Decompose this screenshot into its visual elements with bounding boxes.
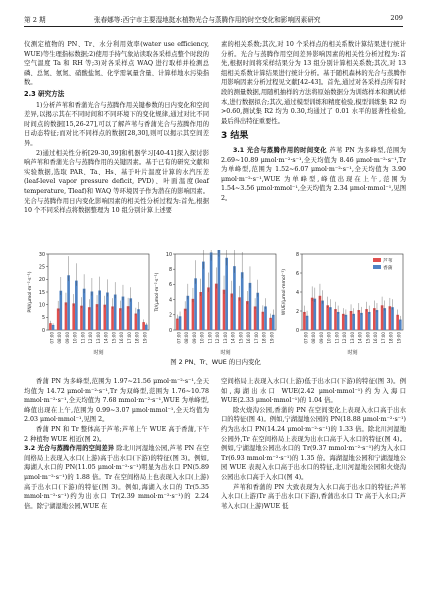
y-tick-label: 20 [38,278,45,284]
bar-cattail [249,283,252,330]
y-tick-label: 30 [38,252,45,258]
bar-reed [80,306,83,330]
x-tick-label: 10:00 [199,332,205,344]
running-title: 张春娜等:西宁市主要湿地挺水植物光合与蒸腾作用的时空变化和影响因素研究 [94,16,321,24]
figure-2 [24,250,407,365]
bar-cattail [337,312,340,330]
bar-reed [49,323,52,330]
bar-reed [72,303,75,330]
bar-cattail [91,291,94,330]
bar-cattail [75,281,78,330]
bar-reed [192,299,195,330]
x-tick-label: 09:00 [191,332,197,344]
x-tick-label: 07:00 [176,332,182,344]
bar-cattail [313,299,316,330]
bar-reed [269,318,272,330]
paragraph: 除火烧沟公园,香蒲的 PN 在空间变化上表现入水口高于出水口的特征(图 4)。例如,宁湖湿地公园的 PN(18.88 μmol·m⁻²·s⁻¹)约为出水口 PN(14.24 μmol·m⁻²·s⁻¹)的 1.33 倍。除北川河湿地公园外,Tr 在空间格局上表现为出水口高于入水口的特征(图 4)。例如,宁湖湿地公园出水口的 Tr(9.37 mmol·m⁻²·s⁻¹)约为入水口 Tr(6.93 mmol·m⁻²·s⁻¹)的 1.35 倍。海湖湿地公园和宁湖湿地公园 WUE 表现入水口高于出水口的特征,北川河湿地公园和火烧沟公园出水口高于入水口(图 4)。 [221,406,406,481]
bar-reed [207,287,210,330]
y-tick-label: 0 [295,328,299,334]
x-tick-label: 19:00 [396,332,402,344]
x-tick-label: 07:00 [49,332,55,344]
bar-cattail [194,278,197,330]
paragraph [221,146,406,204]
x-axis-label: 时刻 [220,350,231,356]
bar-reed [57,308,60,330]
x-tick-label: 17:00 [380,332,386,344]
bar-reed [127,306,130,330]
bar-cattail [383,308,386,330]
legend-label: 香蒲 [383,265,393,271]
bar-reed [96,304,99,330]
bar-reed [381,305,384,330]
header-rule [24,26,403,27]
x-tick-label: 19:00 [269,332,275,344]
bar-cattail [52,325,55,330]
subsection-heading-3-1: 3.1 光合与蒸腾作用的时间变化 [233,146,327,154]
bar-reed [230,294,233,330]
y-tick-label: 25 [38,265,45,271]
x-tick-label: 08:00 [57,332,63,344]
x-tick-label: 13:00 [349,332,355,344]
bar-cattail [218,250,221,330]
bar-cattail [137,309,140,330]
paragraph-text: 除北川河湿地公园,芦苇 PN 在空间格局上表现入水口(上游)高于出水口(下游)的特征(图 3)。例如,海湖人水口的 PN(11.05 μmol·m⁻²·s⁻¹)明显为出水口 PN(5.89 μmol·m⁻²·s⁻¹)的 1.88 倍。Tr 在空间格局上也表现入水口(上游)高于出水口(下游)的特征(图 3)。例如,海湖入水口的 Tr(5.35 mmol·m⁻²·s⁻¹)约为出水口 Tr(2.39 mmol·m⁻²·s⁻¹)的 2.24 倍。除宁湖湿地公园,WUE 在 [24,445,209,510]
bar-reed [254,306,257,330]
figure-caption: 图 2 PN、Tr、WUE 的日内变化 [170,358,261,366]
bar-reed [389,306,392,330]
bar-reed [88,307,91,330]
y-tick-label: 6 [295,271,299,277]
bar-cattail [345,315,348,330]
x-tick-label: 17:00 [126,332,132,344]
x-tick-label: 13:00 [222,332,228,344]
x-tick-label: 07:00 [303,332,309,344]
bar-cattail [391,307,394,330]
bar-cattail [83,289,86,330]
x-tick-label: 18:00 [261,332,267,344]
running-header [24,10,403,24]
bar-cattail [233,266,236,330]
paragraph: 香蒲 PN 和 Tr 整体高于芦苇;芦苇上午 WUE 高于香蒲,下午 2 种植物 WUE 相近(图 2)。 [24,425,209,443]
x-tick-label: 19:00 [142,332,148,344]
bar-reed [246,301,249,330]
subsection-heading-3-2: 3.2 光合与蒸腾作用的空间差异 [24,445,115,453]
legend-swatch-reed [373,258,381,262]
bar-cattail [225,258,228,330]
bar-reed [350,311,353,330]
legend-label: 芦苇 [383,258,393,264]
x-tick-label: 16:00 [373,332,379,344]
bar-reed [319,296,322,330]
x-tick-label: 10:00 [326,332,332,344]
bar-reed [215,284,218,330]
bar-cattail [145,325,148,330]
bar-reed [238,297,241,330]
paragraph: 1)分析芦苇和香蒲光合与蒸腾作用关键参数的日内变化和空间差异,以揭示其在不同时间和不同环境下的变化规律,通过对比不同时间点的数据[15,26-27],可以了解芦苇与香蒲光合与蒸腾作用的日动态特征;而对比不同样点的数据[28,30],则可以揭示其空间差异。 [24,101,209,147]
section-heading-results: 3 结果 [221,131,249,142]
x-tick-label: 16:00 [119,332,125,344]
bar-cattail [399,320,402,330]
right-column-bottom [221,377,406,511]
bar-reed [223,290,226,330]
x-tick-label: 11:00 [80,332,86,344]
y-tick-label: 6 [168,283,172,289]
bar-reed [103,305,106,330]
paragraph [24,444,209,511]
x-tick-label: 12:00 [342,332,348,344]
y-tick-label: 2 [168,313,172,319]
issue-number: 第 2 期 [24,16,46,24]
bar-cattail [352,314,355,330]
y-tick-label: 4 [295,290,299,296]
bar-cattail [202,262,205,330]
x-tick-label: 15:00 [365,332,371,344]
x-tick-label: 15:00 [238,332,244,344]
y-axis-label: WUE/(μmol·mmol⁻¹) [282,268,287,316]
y-tick-label: 8 [295,252,299,258]
paragraph: 空间格局上表现入水口(上游)低于出水口(下游)的特征(图 3)。例如,海湖出水口 WUE(2.42 μmol·mmol⁻¹)约为入海口 WUE(2.33 μmol·mmol⁻¹)的 1.04 倍。 [221,378,406,405]
bar-cattail [264,306,267,330]
paragraph: 香蒲 PN 为多峰型,范围为 1.97~21.56 μmol·m⁻²·s⁻¹,全天均值为 14.72 μmol·m⁻²·s⁻¹,Tr 为双峰型,范围为 1.76~10.78 mmol·m⁻²·s⁻¹,全天均值为 7.68 mmol·m⁻²·s⁻¹,WUE 为单峰型,峰值出现在上午,范围为 0.99~3.07 μmol·mmol⁻¹,全天均值为 2.03 μmol·mmol⁻¹,见图 2。 [24,378,209,424]
x-tick-label: 14:00 [103,332,109,344]
paragraph: 仪测定植物的 PN、Tr、水分利用效率(water use efficiency, WUE)等生理指标数据;2)使用手持气象站读取各采样点整个时段的空气温度 Ta 和 RH 等;3)对各采样点 WAQ 进行取样并检测总磷、总氮、氨氮、硝酸盐氮、化学需氧量含量、计算样地水污染指数。 [24,41,209,87]
x-tick-label: 12:00 [88,332,94,344]
x-axis-label: 时刻 [93,350,104,356]
y-tick-label: 8 [168,268,172,273]
legend-swatch-cattail [373,265,381,269]
y-tick-label: 0 [168,328,172,334]
bar-reed [311,298,314,330]
paragraph: 芦苇和香蒲的 PN 大致表现为入水口高于出水口的特征;芦苇入水口(上游)Tr 高于出水口(下游),香蒲出水口 Tr 高于入水口;芦苇入水口(上游)WUE 低 [221,483,406,510]
bar-cattail [210,252,213,330]
bar-cattail [329,307,332,330]
bar-reed [396,315,399,330]
bar-reed [135,314,138,330]
x-tick-label: 08:00 [311,332,317,344]
x-tick-label: 12:00 [215,332,221,344]
bar-reed [142,322,145,330]
x-tick-label: 11:00 [334,332,340,344]
x-tick-label: 18:00 [134,332,140,344]
bar-cattail [272,315,275,330]
bar-cattail [122,297,125,330]
x-tick-label: 15:00 [111,332,117,344]
left-column-top [24,40,209,216]
bar-reed [326,305,329,330]
bar-cattail [256,293,259,330]
y-tick-label: 4 [168,298,172,304]
x-tick-label: 16:00 [246,332,252,344]
bar-cattail [360,313,363,330]
bar-cattail [129,298,132,330]
bar-reed [357,310,360,330]
x-tick-label: 11:00 [207,332,213,344]
x-tick-label: 09:00 [64,332,70,344]
y-tick-label: 0 [41,328,45,334]
page-number: 209 [390,14,403,22]
bar-cattail [241,272,244,330]
right-column-top [221,40,406,204]
y-axis-label: PN/(μmol·m⁻²·s⁻¹) [28,271,33,313]
y-axis-label: Tr/(μmol·m⁻²·s⁻¹) [155,272,160,312]
bar-cattail [114,295,117,330]
bar-reed [334,309,337,330]
bar-cattail [67,275,70,330]
x-axis-label: 时刻 [347,350,358,356]
bar-reed [303,312,306,330]
bar-cattail [186,296,189,330]
bar-cattail [59,291,62,330]
bar-reed [373,308,376,330]
y-tick-label: 15 [38,290,45,296]
x-tick-label: 08:00 [184,332,190,344]
bar-reed [119,308,122,330]
bar-reed [262,312,265,330]
bar-reed [184,309,187,330]
y-tick-label: 10 [38,303,45,309]
bar-cattail [98,290,101,330]
bar-reed [365,309,368,330]
y-tick-label: 5 [41,316,45,322]
left-column-bottom [24,377,209,511]
bar-cattail [179,316,182,330]
x-tick-label: 17:00 [253,332,259,344]
bar-cattail [321,301,324,330]
bar-reed [342,314,345,330]
bar-reed [65,302,68,330]
bar-reed [176,319,179,330]
bar-reed [111,306,114,330]
x-tick-label: 14:00 [357,332,363,344]
paragraph-text: 芦苇 PN 为多峰型,范围为 2.69~10.89 μmol·m⁻²·s⁻¹,全天均值为 8.46 μmol·m⁻²·s⁻¹,Tr 为单峰型,范围为 1.52~6.07 μmol·m⁻²·s⁻¹,全天均值为 3.90 μmol·m⁻²·s⁻¹,WUE 为单峰型,峰值出现在上午,范围为 1.54~3.56 μmol·mmol⁻¹,全天均值为 2.34 μmol·mmol⁻¹,见图 2。 [221,146,406,202]
x-tick-label: 13:00 [95,332,101,344]
x-tick-label: 10:00 [72,332,78,344]
paragraph: 2)通过相关性分析[29-30,39]和机器学习[40-41]探入探讨影响芦苇和香蒲光合与蒸腾作用的关键因素。基于已有的研究文献和实验数据,选取 PAR、Ta、Hs、基于叶片温度计算的水汽压差(leaf-level vapor pressure deficit, PVD)、叶面温度(leaf temperature, Tleaf)和 WAQ 等环境因子作为潜在的影响因素。光合与蒸腾作用日内变化影响因素的相关性分析过程为:首先,根据 10 个不同采样点将数据整理为 10 组分别计算上述要 [24,149,209,215]
bar-cattail [368,312,371,330]
section-heading-2-3: 2.3 研究方法 [24,89,65,98]
y-tick-label: 2 [295,309,299,315]
bar-cattail [106,293,109,330]
bar-cattail [306,316,309,330]
paragraph: 素的相关系数;其次,对 10 个采样点的相关系数计算结果进行统计分析。光合与蒸腾作用空间差异影响因素的相关性分析过程为:首先,根据时间将采样结果分为 13 组分别计算相关系数;其次,对 13 组相关系数计算结果进行统计分析。基于随机森林的光合与蒸腾作用影响因素分析过程见文献[42-43]。首先,通过对各采样点所有时段的测量数据,用随机抽样的方法将原始数据分为训练样本和测试样本,进行数据拟合;其次,通过模型训练和精度检验,模型训练集 R2 均>0.60,测试集 R2 均为 0.30,均通过了 0.01 水平的显著性检验,最后得出特征重要性。 [221,41,406,125]
x-tick-label: 09:00 [318,332,324,344]
x-tick-label: 14:00 [230,332,236,344]
bar-cattail [376,310,379,330]
x-tick-label: 18:00 [388,332,394,344]
y-tick-label: 10 [165,252,172,258]
bar-reed [199,292,202,330]
figure-2-charts [24,250,407,356]
